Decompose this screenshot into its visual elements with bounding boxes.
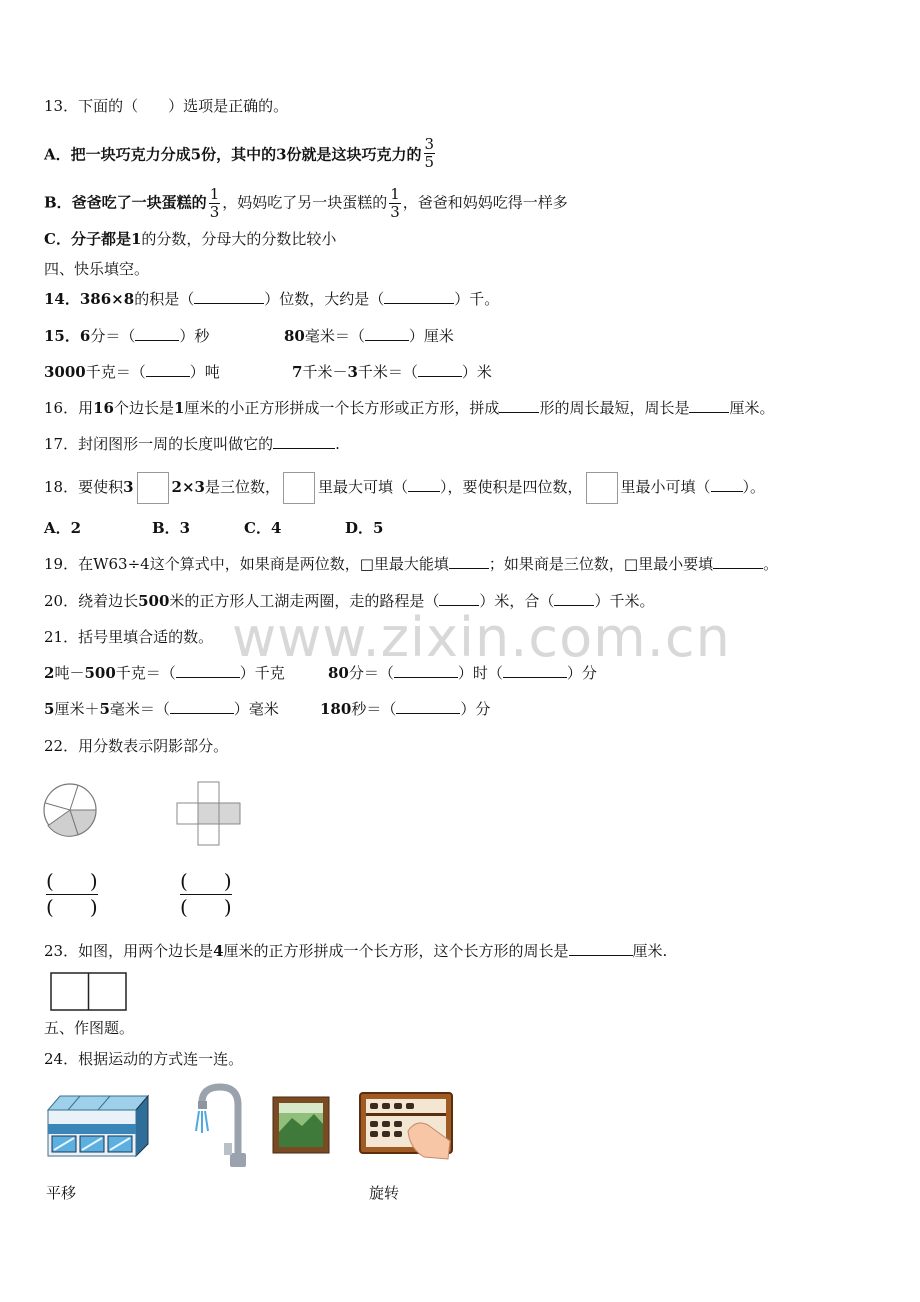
q14-blank-1[interactable] (194, 289, 264, 304)
q20-blank-1[interactable] (439, 591, 479, 606)
q21-blank-c[interactable] (170, 699, 234, 714)
q23: 23．如图，用两个边长是4厘米的正方形拼成一个长方形，这个长方形的周长是 厘米. (44, 942, 668, 960)
q20-blank-2[interactable] (554, 591, 594, 606)
q14: 14．386×8的积是（ ）位数，大约是（ ）千。 (44, 290, 500, 308)
q13-option-b: B．爸爸吃了一块蛋糕的 $\frac{1}{3}$ ，妈妈吃了另一块蛋糕的 $\frac{1}{3}$ ，爸爸和妈妈吃得一样多 (44, 185, 568, 221)
q17: 17．封闭图形一周的长度叫做它的 . (44, 435, 340, 453)
q18-option-a[interactable]: A．2 (44, 519, 82, 537)
cross-shaded-center (198, 803, 219, 824)
q18-blank-1[interactable] (408, 477, 440, 492)
q21-stem: 21．括号里填合适的数。 (44, 628, 214, 646)
q16: 16．用16个边长是1厘米的小正方形拼成一个长方形或正方形，拼成 形的周长最短，周长是 厘米。 (44, 399, 775, 417)
q21-blank-b2[interactable] (503, 663, 567, 678)
q23-blank[interactable] (569, 941, 633, 956)
q15-blank-a[interactable] (135, 326, 179, 341)
q15-blank-d[interactable] (418, 362, 462, 377)
drawer-cabinet-image[interactable] (46, 1094, 150, 1158)
q17-blank[interactable] (273, 434, 335, 449)
q20: 20．绕着边长500米的正方形人工湖走两圈，走的路程是（ ）米，合（ ）千米。 (44, 592, 655, 610)
section-5-title: 五、作图题。 (44, 1019, 135, 1037)
q15-row-2: 3000千克＝（ ）吨 (44, 363, 220, 381)
window-image[interactable] (272, 1096, 332, 1154)
q22-circle-figure (42, 783, 100, 839)
q18-option-c[interactable]: C．4 (244, 519, 282, 537)
q15-row-1b: 80毫米＝（ ）厘米 (284, 327, 454, 345)
q21-blank-b1[interactable] (394, 663, 458, 678)
abacus-image[interactable] (358, 1091, 454, 1161)
q21-row-1: 2吨－500千克＝（ ）千克 (44, 664, 285, 682)
q18-option-d[interactable]: D．5 (345, 519, 384, 537)
watermark: www.zixin.com.cn (232, 606, 731, 669)
q15-row-1: 15．6分＝（ ）秒 (44, 327, 210, 345)
q14-blank-2[interactable] (384, 289, 454, 304)
q13-option-c: C．分子都是1的分数，分母大的分数比较小 (44, 230, 337, 248)
q15-blank-c[interactable] (146, 362, 190, 377)
q13-option-a: A．把一块巧克力分成5份，其中的3份就是这块巧克力的 $\frac{3}{5}$ (44, 135, 435, 171)
faucet-image[interactable] (190, 1083, 250, 1169)
q13-stem: 13．下面的（ ）选项是正确的。 (44, 97, 289, 115)
q18-option-b[interactable]: B．3 (152, 519, 191, 537)
section-4-title: 四、快乐填空。 (44, 260, 150, 278)
q19-blank-2[interactable] (713, 554, 763, 569)
q21-row-2b: 180秒＝（ ）分 (320, 700, 491, 718)
q21-blank-d[interactable] (396, 699, 460, 714)
q22-stem: 22．用分数表示阴影部分。 (44, 737, 229, 755)
cross-shaded-right (219, 803, 240, 824)
q15-row-2b: 7千米－3千米＝（ ）米 (292, 363, 492, 381)
q22-answer-1[interactable]: ( ) ( ) (46, 869, 98, 919)
q22-answer-2[interactable]: ( ) ( ) (180, 869, 232, 919)
q18: 18．要使积3 2×3是三位数， 里最大可填（ ），要使积是四位数， 里最小可填（ ）。 (44, 472, 765, 504)
q16-blank-1[interactable] (499, 398, 539, 413)
q23-rectangle-figure (50, 972, 128, 1012)
q18-box-1[interactable] (137, 472, 169, 504)
label-translate: 平移 (46, 1184, 77, 1202)
q22-cross-figure (176, 781, 242, 847)
q24-stem: 24．根据运动的方式连一连。 (44, 1050, 244, 1068)
q21-row-1b: 80分＝（ ）时（ ）分 (328, 664, 597, 682)
q21-blank-a[interactable] (176, 663, 240, 678)
q19: 19．在W63÷4这个算式中，如果商是两位数，□里最大能填 ；如果商是三位数，□里最小要填 。 (44, 555, 779, 573)
q18-box-2[interactable] (283, 472, 315, 504)
q21-row-2: 5厘米＋5毫米＝（ ）毫米 (44, 700, 279, 718)
q19-blank-1[interactable] (449, 554, 489, 569)
q18-blank-2[interactable] (711, 477, 743, 492)
q15-blank-b[interactable] (365, 326, 409, 341)
q16-blank-2[interactable] (689, 398, 729, 413)
q18-box-3[interactable] (586, 472, 618, 504)
label-rotate: 旋转 (369, 1184, 400, 1202)
